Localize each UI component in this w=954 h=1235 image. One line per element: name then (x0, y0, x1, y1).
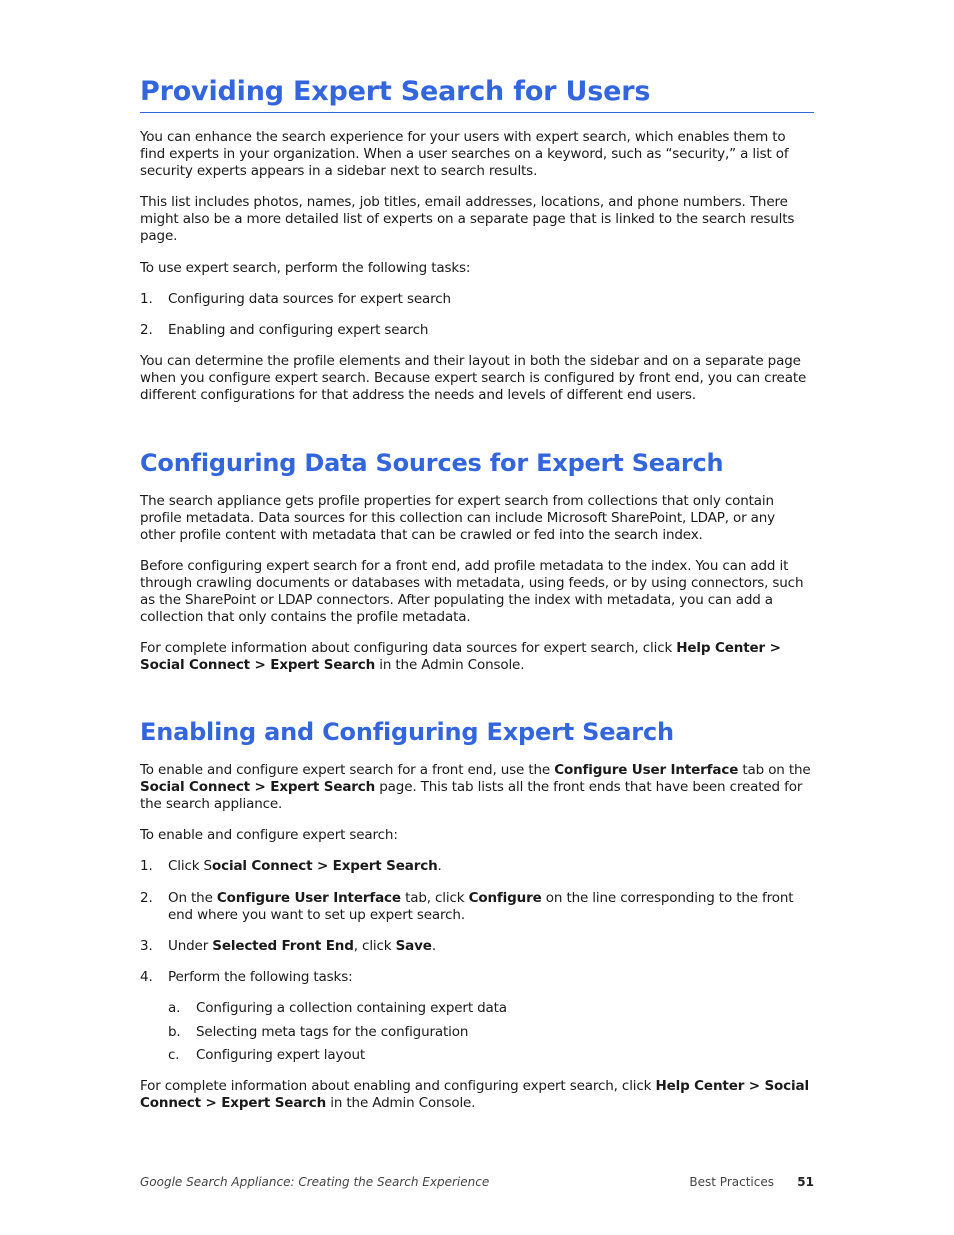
paragraph: You can enhance the search experience for your users with expert search, which enables them to find experts in your organization. When a user searches on a keyword, such as “security,” a list of security experts appears in a sidebar next to search results. (140, 129, 789, 179)
page-footer (140, 1173, 814, 1191)
paragraph: To enable and configure expert search: (140, 827, 398, 843)
paragraph: To use expert search, perform the following tasks: (140, 260, 471, 276)
footer-doc-title: Google Search Appliance: Creating the Search Experience (140, 1175, 490, 1189)
list-item: 1. Configuring data sources for expert search (140, 291, 451, 307)
section-title-providing-expert-search: Providing Expert Search for Users (140, 70, 814, 113)
paragraph: The search appliance gets profile properties for expert search from collections that only contain profile metadata. Data sources for this collection can include Microsoft SharePoint, LDAP, or any other profile content with metadata that can be crawled or fed into the search index. (140, 493, 776, 543)
sub-list-item: b. Selecting meta tags for the configuration (168, 1024, 469, 1040)
menu-path: Help Center > Social Connect > Expert Search (140, 1078, 809, 1111)
paragraph: This list includes photos, names, job titles, email addresses, locations, and phone numbers. There might also be a more detailed list of experts on a separate page that is linked to the search results page. (140, 194, 795, 244)
list-item: 2. On the Configure User Interface tab, click Configure on the line corresponding to the front end where you want to set up expert search. (140, 890, 794, 923)
task-list (140, 291, 814, 339)
paragraph: For complete information about configuring data sources for expert search, click Help Center > Social Connect > Expert Search in the Admin Console. (140, 640, 781, 673)
list-item: 1. Click Social Connect > Expert Search. (140, 858, 442, 874)
section-title-enabling-expert-search: Enabling and Configuring Expert Search (140, 718, 674, 746)
paragraph: For complete information about enabling and configuring expert search, click Help Center > Social Connect > Expert Search in the Admin Console. (140, 1078, 809, 1111)
section-title-configuring-data-sources: Configuring Data Sources for Expert Search (140, 449, 724, 477)
step-list (140, 858, 814, 1064)
paragraph: You can determine the profile elements and their layout in both the sidebar and on a separate page when you configure expert search. Because expert search is configured by front end, you can create different configurations for that address the needs and levels of different end users. (140, 353, 807, 403)
page-number: 51 (797, 1175, 814, 1189)
sub-list-item: c. Configuring expert layout (168, 1047, 366, 1063)
page-content (140, 70, 814, 1112)
footer-section: Best Practices (689, 1175, 774, 1189)
paragraph: Before configuring expert search for a front end, add profile metadata to the index. You can add it through crawling documents or databases with metadata, using feeds, or by using connectors, such as the SharePoint or LDAP connectors. After populating the index with metadata, you can add a collection that only contains the profile metadata. (140, 558, 804, 625)
list-item: 4. Perform the following tasks: (140, 969, 353, 985)
paragraph: To enable and configure expert search for a front end, use the Configure User Interface tab on the Social Connect > Expert Search page. This tab lists all the front ends that have been created for the search appliance. (140, 762, 811, 812)
list-item: 3. Under Selected Front End, click Save. (140, 938, 436, 954)
menu-path: Help Center > Social Connect > Expert Search (140, 640, 781, 673)
list-item: 2. Enabling and configuring expert search (140, 322, 429, 338)
sub-list-item: a. Configuring a collection containing expert data (168, 1000, 507, 1016)
